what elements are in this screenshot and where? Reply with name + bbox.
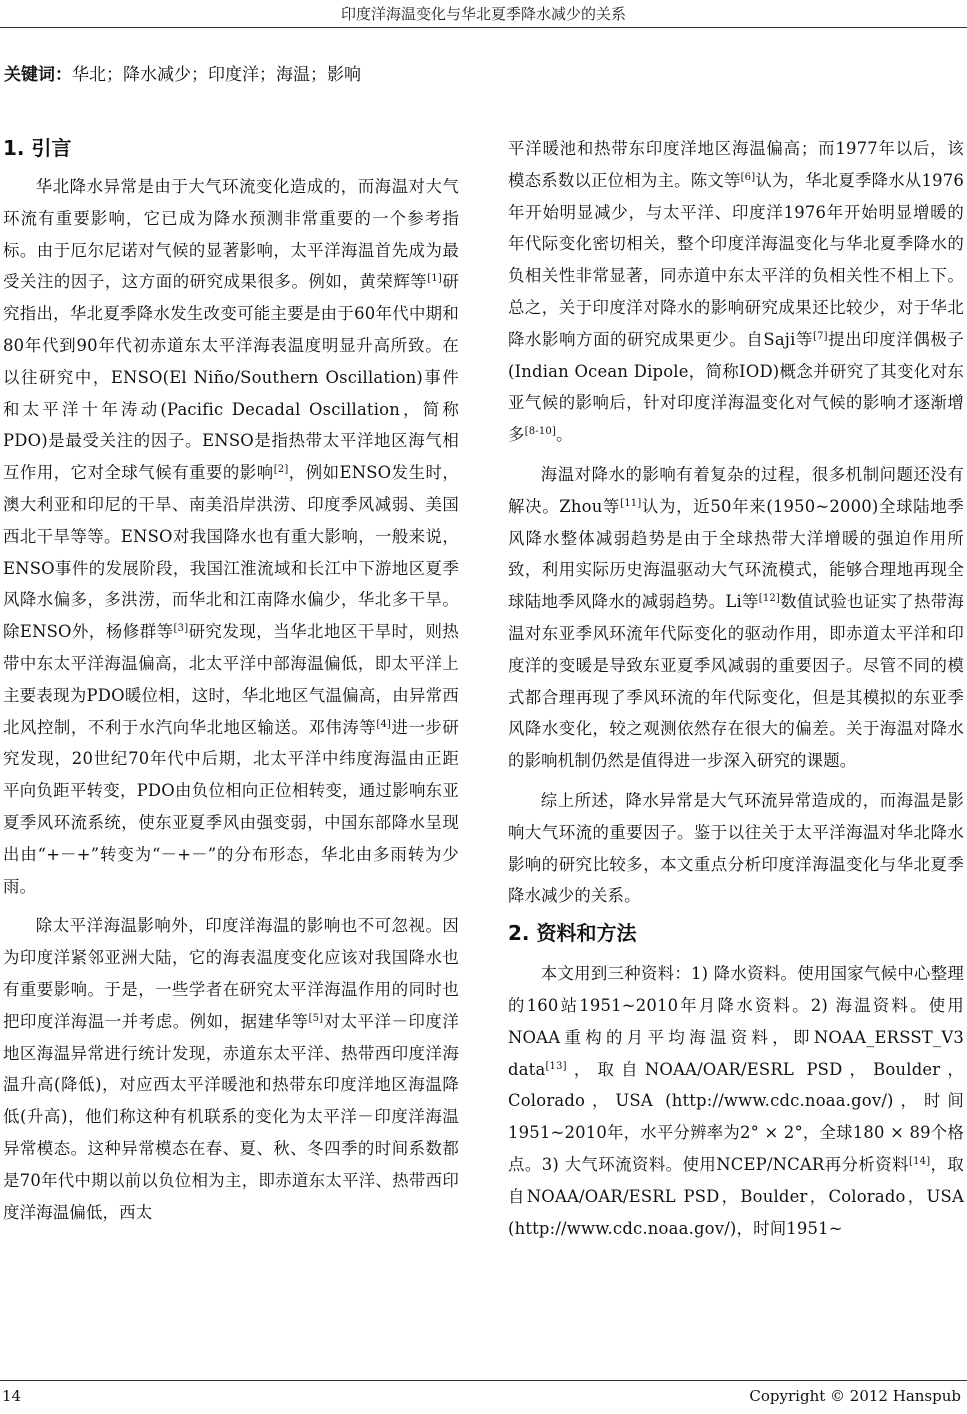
intro-paragraph-2-continued: 平洋暖池和热带东印度洋地区海温偏高；而1977年以后，该模态系数以正位相为主。陈文等[6]认为，华北夏季降水从1976年开始明显减少，与太平洋、印度洋1976年开始明显增暖的年代际变化密切相关，整个印度洋海温变化与华北夏季降水的负相关性非常显著，同赤道中东太平洋的负相关性不相上下。总之，关于印度洋对降水的影响研究成果还比较少，对于华北降水影响方面的研究成果更少。自Saji等[7]提出印度洋偶极子(Indian Ocean Dipole，简称IOD)概念并研究了其变化对东亚气候的影响后，针对印度洋海温变化对气候的影响才逐渐增多[8-10]。: [508, 139, 965, 445]
copyright-notice: Copyright © 2012 Hanspub: [749, 1387, 961, 1405]
left-column: [3, 133, 459, 1228]
keywords-text: 华北；降水减少；印度洋；海温；影响: [72, 65, 361, 85]
citation-ref: [4]: [376, 718, 392, 730]
citation-ref: [6]: [740, 171, 756, 183]
running-title: 印度洋海温变化与华北夏季降水减少的关系: [340, 5, 626, 23]
header-divider: [0, 27, 967, 28]
citation-ref: [14]: [908, 1155, 931, 1167]
page-number: 14: [2, 1387, 22, 1405]
intro-paragraph-2: 除太平洋海温影响外，印度洋海温的影响也不可忽视。因为印度洋紧邻亚洲大陆，它的海表温度变化应该对我国降水也有重要影响。于是，一些学者在研究太平洋海温作用的同时也把印度洋海温一并考虑。例如，据建华等[5]对太平洋－印度洋地区海温异常进行统计发现，赤道东太平洋、热带西印度洋海温升高(降低)，对应西太平洋暖池和热带东印度洋地区海温降低(升高)，他们称这种有机联系的变化为太平洋－印度洋海温异常模态。这种异常模态在春、夏、秋、冬四季的时间系数都是70年代中期以前以负位相为主，即赤道东太平洋、热带西印度洋海温偏低，西太: [3, 916, 459, 1222]
keywords-line: [4, 60, 361, 85]
data-paragraph-1: 本文用到三种资料：1) 降水资料。使用国家气候中心整理的160站1951~2010年月降水资料。2) 海温资料。使用NOAA重构的月平均海温资料，即NOAA_ERSST_V3 data[13]，取自NOAA/OAR/ESRL PSD，Boulder，Colorado，USA (http://www.cdc.noaa.gov/)，时间1951~2010年，水平分辨率为2° × 2°，全球180 × 89个格点。3) 大气环流资料。使用NCEP/NCAR再分析资料[14]，取自NOAA/OAR/ESRL PSD，Boulder，Colorado，USA (http://www.cdc.noaa.gov/)，时间1951~: [508, 964, 964, 1238]
citation-ref: [2]: [273, 464, 289, 476]
citation-ref: [1]: [427, 273, 443, 285]
footer-divider: [0, 1380, 967, 1381]
citation-ref: [11]: [620, 497, 642, 509]
intro-paragraph-3: 海温对降水的影响有着复杂的过程，很多机制问题还没有解决。Zhou等[11]认为，近50年来(1950~2000)全球陆地季风降水整体减弱趋势是由于全球热带大洋增暖的强迫作用所致，利用实际历史海温驱动大气环流模式，能够合理地再现全球陆地季风降水的减弱趋势。Li等[12]数值试验也证实了热带海温对东亚季风环流年代际变化的驱动作用，即赤道太平洋和印度洋的变暖是导致东亚夏季风减弱的重要因子。尽管不同的模式都合理再现了季风环流的年代际变化，但是其模拟的东亚季风降水变化，较之观测依然存在很大的偏差。关于海温对降水的影响机制仍然是值得进一步深入研究的课题。: [508, 464, 965, 771]
citation-ref: [3]: [173, 623, 189, 635]
intro-paragraph-4: 综上所述，降水异常是大气环流异常造成的，而海温是影响大气环流的重要因子。鉴于以往关于太平洋海温对华北降水影响的研究比较多，本文重点分析印度洋海温变化与华北夏季降水减少的关系。: [508, 790, 964, 906]
citation-ref: [7]: [813, 330, 828, 342]
keywords-label: 关键词：: [4, 65, 72, 85]
citation-ref: [8-10]: [524, 426, 557, 438]
right-column: [508, 133, 964, 1244]
section-1-heading: 1. 引言: [3, 136, 72, 160]
citation-ref: [5]: [308, 1012, 324, 1024]
section-2-heading: 2. 资料和方法: [508, 921, 637, 946]
citation-ref: [12]: [758, 593, 781, 605]
intro-paragraph-1: 华北降水异常是由于大气环流变化造成的，而海温对大气环流有重要影响，它已成为降水预测非常重要的一个参考指标。由于厄尔尼诺对气候的显著影响，太平洋海温首先成为最受关注的因子，这方面的研究成果很多。例如，黄荣辉等[1]研究指出，华北夏季降水发生改变可能主要是由于60年代中期和80年代到90年代初赤道东太平洋海表温度明显升高所致。在以往研究中，ENSO(El Niño/Southern Oscillation)事件和太平洋十年涛动(Pacific Decadal Oscillation，简称PDO)是最受关注的因子。ENSO是指热带太平洋地区海气相互作用，它对全球气候有重要的影响[2]，例如ENSO发生时，澳大利亚和印尼的干旱、南美沿岸洪涝、印度季风减弱、美国西北干旱等等。ENSO对我国降水也有重大影响，一般来说，ENSO事件的发展阶段，我国江淮流域和长江中下游地区夏季风降水偏多，多洪涝，而华北和江南降水偏少，华北多干旱。除ENSO外，杨修群等[3]研究发现，当华北地区干旱时，则热带中东太平洋海温偏高，北太平洋中部海温偏低，即太平洋上主要表现为PDO暖位相，这时，华北地区气温偏高，由异常西北风控制，不利于水汽向华北地区输送。邓伟涛等[4]进一步研究发现，20世纪70年代中后期，北太平洋中纬度海温由正距平向负距平转变，PDO由负位相向正位相转变，通过影响东亚夏季风环流系统，使东亚夏季风由强变弱，中国东部降水呈现出由“+－+”转变为“－+－”的分布形态，华北由多雨转为少雨。: [3, 177, 460, 896]
citation-ref: [13]: [545, 1060, 567, 1072]
